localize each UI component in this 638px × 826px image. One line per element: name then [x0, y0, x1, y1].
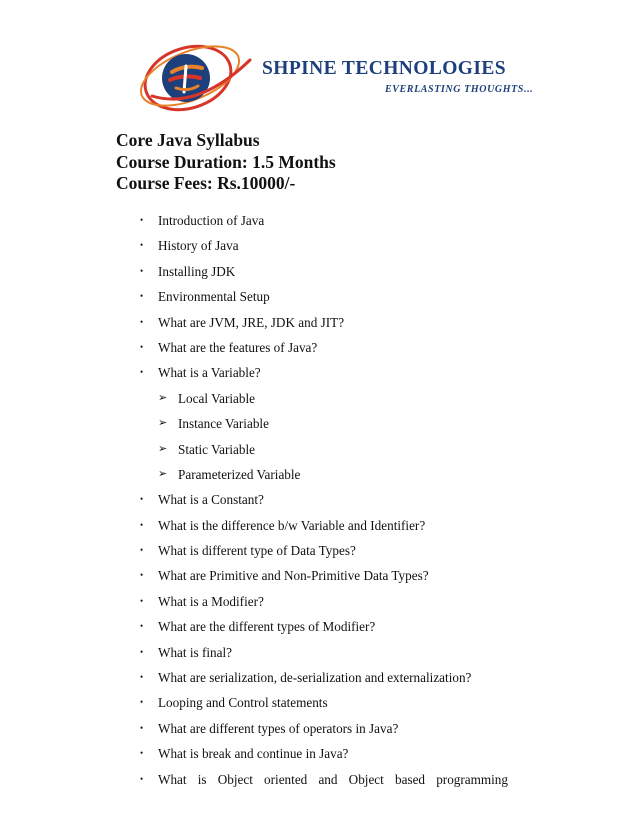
list-item — [116, 335, 516, 360]
sub-list-item — [116, 462, 516, 487]
bullet-icon: • — [140, 494, 144, 505]
sub-list-item — [116, 411, 516, 436]
list-item-text: What are the different types of Modifier? — [158, 619, 376, 635]
bullet-icon: • — [140, 697, 144, 708]
sub-list-item — [116, 437, 516, 462]
list-item-text: Local Variable — [178, 390, 256, 406]
list-item — [116, 665, 516, 690]
list-item-text: What is a Modifier? — [158, 593, 264, 609]
arrow-bullet-icon: ➢ — [158, 417, 168, 430]
list-item — [116, 563, 516, 588]
bullet-icon: • — [140, 265, 144, 276]
bullet-icon: • — [140, 341, 144, 352]
sub-list-item — [116, 386, 516, 411]
list-item-text: What are Primitive and Non-Primitive Data Types? — [158, 568, 429, 584]
bullet-icon: • — [140, 367, 144, 378]
list-item — [116, 233, 516, 258]
list-item — [116, 538, 516, 563]
list-item — [116, 767, 516, 792]
list-item-text: What are JVM, JRE, JDK and JIT? — [158, 314, 345, 330]
bullet-icon: • — [140, 316, 144, 327]
course-title: Core Java Syllabus — [116, 130, 260, 150]
arrow-bullet-icon: ➢ — [158, 442, 168, 455]
list-item-text: Instance Variable — [178, 416, 269, 432]
swoosh-globe-logo-icon — [138, 38, 258, 118]
bullet-icon: • — [140, 672, 144, 683]
bullet-icon: • — [140, 215, 144, 225]
list-item — [116, 310, 516, 335]
list-item-text: What are the features of Java? — [158, 339, 318, 355]
list-item — [116, 716, 516, 741]
company-tagline: EVERLASTING THOUGHTS... — [385, 84, 534, 95]
list-item-text: What is a Variable? — [158, 365, 261, 381]
list-item-text: Installing JDK — [158, 263, 236, 279]
list-item-text: History of Java — [158, 238, 239, 254]
letterhead — [138, 38, 578, 118]
list-item — [116, 284, 516, 309]
list-item-text: Parameterized Variable — [178, 466, 301, 482]
syllabus-list — [116, 208, 516, 792]
list-item-text: Static Variable — [178, 441, 256, 457]
bullet-icon: • — [140, 748, 144, 759]
bullet-icon: • — [140, 519, 144, 530]
list-item-text: What is final? — [158, 644, 232, 660]
list-item-text: What is a Constant? — [158, 492, 264, 508]
list-item — [116, 487, 516, 512]
list-item — [116, 259, 516, 284]
bullet-icon: • — [140, 291, 144, 302]
bullet-icon: • — [140, 570, 144, 581]
list-item-text: Introduction of Java — [158, 213, 265, 228]
list-item-text: What is break and continue in Java? — [158, 746, 349, 762]
company-name: SHPINE TECHNOLOGIES — [262, 58, 507, 79]
arrow-bullet-icon: ➢ — [158, 467, 168, 480]
course-info — [116, 130, 336, 195]
list-item — [116, 690, 516, 715]
list-item-text: What is Object oriented and Object based programming — [158, 771, 508, 787]
list-item-text: What is the difference b/w Variable and Identifier? — [158, 517, 426, 533]
list-item — [116, 640, 516, 665]
list-item — [116, 589, 516, 614]
bullet-icon: • — [140, 595, 144, 606]
list-item — [116, 208, 516, 233]
course-fees: Course Fees: Rs.10000/- — [116, 173, 296, 193]
list-item-text: What are different types of operators in Java? — [158, 720, 399, 736]
list-item-text: Environmental Setup — [158, 289, 270, 305]
arrow-bullet-icon: ➢ — [158, 391, 168, 404]
bullet-icon: • — [140, 722, 144, 733]
list-item-text: What is different type of Data Types? — [158, 543, 356, 559]
bullet-icon: • — [140, 240, 144, 251]
list-item — [116, 513, 516, 538]
bullet-icon: • — [140, 773, 144, 784]
list-item-text: Looping and Control statements — [158, 695, 328, 711]
list-item — [116, 741, 516, 766]
bullet-icon: • — [140, 621, 144, 632]
bullet-icon: • — [140, 646, 144, 657]
list-item — [116, 614, 516, 639]
list-item-text: What are serialization, de-serialization and externalization? — [158, 670, 472, 686]
bullet-icon: • — [140, 545, 144, 556]
list-item — [116, 360, 516, 385]
course-duration: Course Duration: 1.5 Months — [116, 151, 336, 172]
